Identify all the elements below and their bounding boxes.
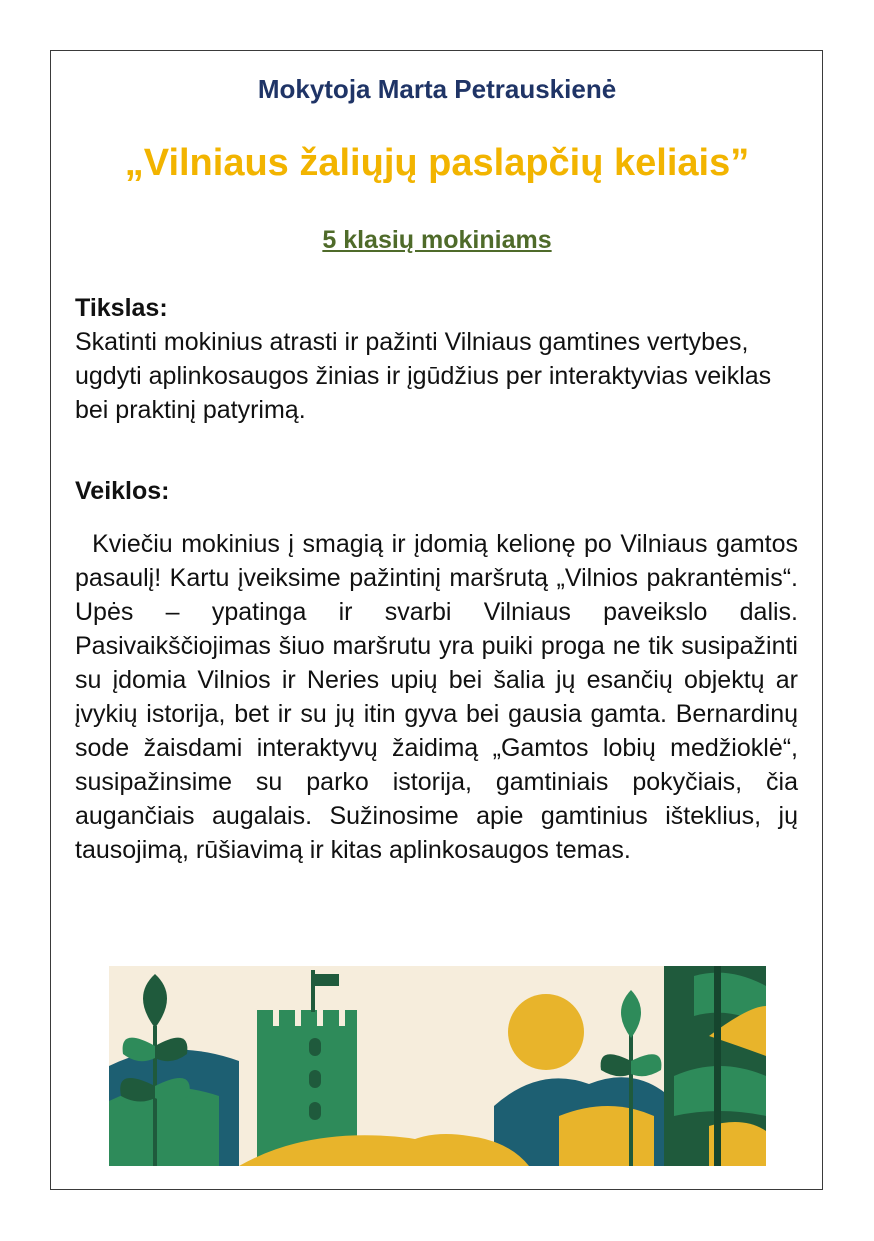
teacher-name: Mokytoja Marta Petrauskienė — [257, 74, 617, 104]
page-title: „Vilniaus žaliųjų paslapčių keliais” — [124, 142, 750, 184]
goal-text: Skatinti mokinius atrasti ir pažinti Vilniaus gamtines vertybes, ugdyti aplinkosaugos žinias ir įgūdžius per interaktyvias veiklas bei praktinį patyrimą. — [75, 328, 772, 424]
page-subtitle: 5 klasių mokiniams — [322, 226, 552, 254]
goal-heading: Tikslas: — [75, 294, 168, 322]
nature-castle-illustration — [109, 966, 766, 1166]
activities-text: Kviečiu mokinius į smagią ir įdomią kelionę po Vilniaus gamtos pasaulį! Kartu įveiksime pažintinį maršrutą „Vilnios pakrantėmis“. Upės – ypatinga ir svarbi Vilniaus paveikslo dalis. Pasivaikščiojimas šiuo maršrutu yra puiki proga ne tik susipažinti su įdomia Vilnios ir Neries upių bei šalia jų esančių objektų ar įvykių istorija, bet ir su jų itin gyva bei gausia gamta. Bernardinų sode žaisdami interaktyvų žaidimą „Gamtos lobių medžioklė“, susipažinsime su parko istorija, gamtiniais pokyčiais, čia augančiais augalais. Sužinosime apie gamtinius išteklius, jų tausojimą, rūšiavimą ir kitas aplinkosaugos temas. — [75, 530, 798, 864]
activities-heading: Veiklos: — [75, 477, 170, 505]
